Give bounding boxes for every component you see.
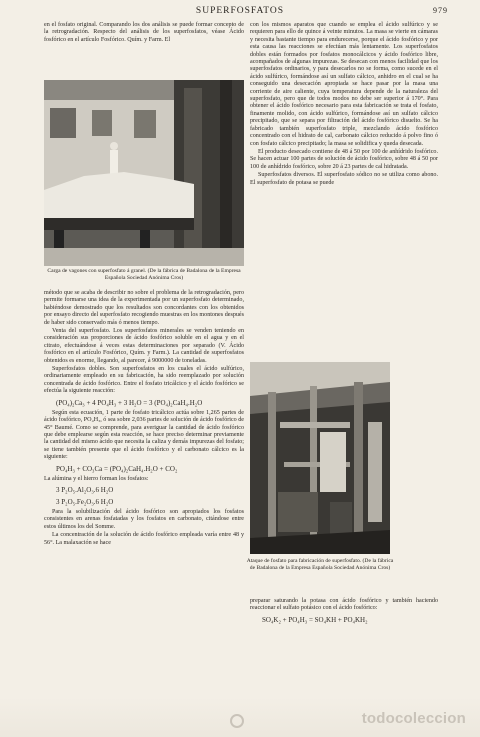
left-paragraph-5: La alúmina y el hierro forman los fosfatos:: [44, 475, 149, 482]
equation-1: (PO₄)₂Ca₃ + 4 PO₄H₃ + 3 H₂O = 3 (PO₄)₂CaH₄.H₂O: [56, 398, 203, 407]
equation-4: 3 P₂O₅.Fe₂O₃.6 H₂O: [56, 497, 114, 506]
watermark-logo-icon: [230, 714, 244, 728]
watermark-text: todocoleccion: [361, 710, 466, 727]
right-paragraph-1: El producto desecado contiene de 48 á 50 por 100 de anhídrido fosfórico. Se hacen actuar 100 partes de solución de ácido fosfórico, sobre 48 á 50 por 100 de anhídrido fosfórico, sobre 20 á 23 partes de cal hidratada.: [250, 148, 438, 170]
left-column-top: [44, 22, 244, 45]
left-column-body: [44, 290, 244, 548]
right-column-top: [250, 22, 438, 188]
equation-potassium: SO₄K₂ + PO₄H₃ = SO₄KH + PO₄KH₂: [262, 615, 368, 624]
right-paragraph-diverse: Superfosfatos diversos. El superfosfato sódico no se utiliza como abono. El superfosfato de potasa se puede: [250, 172, 438, 186]
left-paragraph-double: Superfosfatos dobles. Son superfosfatos en los cuales el ácido sulfúrico, ordinariamente empleado en su fabricación, ha sido reemplazado por solución concentrada de ácido fosfórico. Entre el fosfato tricálcico y el ácido fosfórico se efectúa la siguiente reacción:: [44, 366, 244, 395]
equation-3: 3 P₂O₅.Al₂O₃.6 H₂O: [56, 485, 114, 494]
left-top-paragraph: en el fosfato original. Comparando los dos análisis se puede formar concepto de la retrogradación. Respecto del análisis de los superfosfatos, véase Ácido fosfórico en el artículo Fosfórico. Quím. y Farm. El: [44, 22, 244, 43]
left-paragraph-1: método que se acaba de describir no sobre el problema de la retrogradación, pero permite formarse una idea de la experimentada por un superfosfato determinado, habiéndose demostrado que los resultados son concordantes con los obtenidos por ensayo directo del superfosfato recogiendo muestras en los montones después de haber sido conservado más ó menos tiempo.: [44, 290, 244, 326]
right-column-bottom: [250, 598, 438, 627]
left-paragraph-6: Para la solubilización del ácido fosfórico son apropiados los fosfatos consistentes en arenas fosfatadas y los fosfatos en carbonato, citándose entre estos últimos los del Somme.: [44, 508, 244, 530]
equation-2: PO₄H₃ + CO₃Ca = (PO₄)₂CaH₄.H₂O + CO₂: [56, 464, 178, 473]
left-paragraph-sale: Venta del superfosfato. Los superfosfatos minerales se venden teniendo en consideración sus proporciones de ácido fosfórico soluble en el agua y en el citrato, efectuándose á veces estas determinaciones por separado (V. Ácido fosfórico en el artículo Fosfórico, Quím. y Farm.). La cantidad de superfosfatos obtenidos es enorme, llegando, al parecer, á 9000000 de toneladas.: [44, 328, 244, 364]
wagon-loading-photo: [44, 80, 244, 266]
phosphate-attack-image: [250, 362, 390, 554]
left-paragraph-7: La concentración de la solución de ácido fosfórico empleada varía entre 48 y 56°. La malaxación se hace: [44, 532, 244, 546]
wagon-loading-image: [44, 80, 244, 266]
header-title: SUPERFOSFATOS: [195, 6, 285, 16]
wagon-photo-caption: Carga de vagones con superfosfato á granel. (De la fábrica de Badalona de la Empresa Española Sociedad Anónima Cros): [47, 268, 241, 281]
page-number: 979: [433, 6, 448, 15]
watermark-band: [0, 697, 480, 737]
right-paragraph-3: preparar saturando la potasa con ácido fosfórico y también haciendo reaccionar el sulfato potásico con el ácido fosfórico:: [250, 598, 438, 612]
right-top-paragraph: con los mismos aparatos que cuando se emplea el ácido sulfúrico y se requieren para ello de quince á veinte minutos. La masa se vierte en cámaras y necesita bastante tiempo para endurecerse, porque el ácido fosfórico y por esta causa las reacciones se efectúan más lentamente. Los superfosfatos dobles están formados por fosfatos monocálcicos y ácido fosfórico libre, acompañados de algunas impurezas. Se desecan con menos facilidad que los superfosfatos ordinarios, y para desecarlos no se forma, como sucede en el ácido sulfúrico, formándose así un sulfato cálcico, anhidro en el cual se ha conseguido una desecación apropiada se hace pasar por la masa una corriente de aire caliente, cuya temperatura depende de la naturaleza del superfosfato, pero que de todos modos no debe ser superior á 170°. Para obtener el ácido fosfórico necesario para esta fabricación se trata el fosfato, finamente molido, con ácido sulfúrico, formándose así un sulfato cálcico precipitado, que se separa por filtración del ácido fosfórico disuelto. Se ha fabricado también superfosfato triple, mezclando ácido fosfórico concentrado con el hidrato de cal, carbonato cálcico reducido á polvo fino ó con fosfato cálcico precipitado; la masa se solidifica y queda desecada.: [250, 22, 438, 147]
left-paragraph-4: Según esta ecuación, 1 parte de fosfato tricálcico actúa sobre 1,265 partes de ácido fosfórico, PO₄H₃, ó sea sobre 2,036 partes de solución de ácido fosfórico de 45° Baumé. Como se comprende, para averiguar la cantidad de ácido fosfórico que debe emplearse según esta reacción, se hace preciso determinar previamente la cantidad del mismo ácido que necesita la caliza y demás impurezas del fosfato; se tiene también presente que el ácido fosfórico y el carbonato cálcico es la siguiente:: [44, 409, 244, 461]
running-header: [40, 6, 448, 20]
attack-photo-caption: Ataque de fosfato para fabricación de superfosfato. (De la fábrica de Badalona de la Empresa Española Sociedad Anónima Cros): [246, 558, 394, 571]
phosphate-attack-photo: [250, 362, 390, 554]
